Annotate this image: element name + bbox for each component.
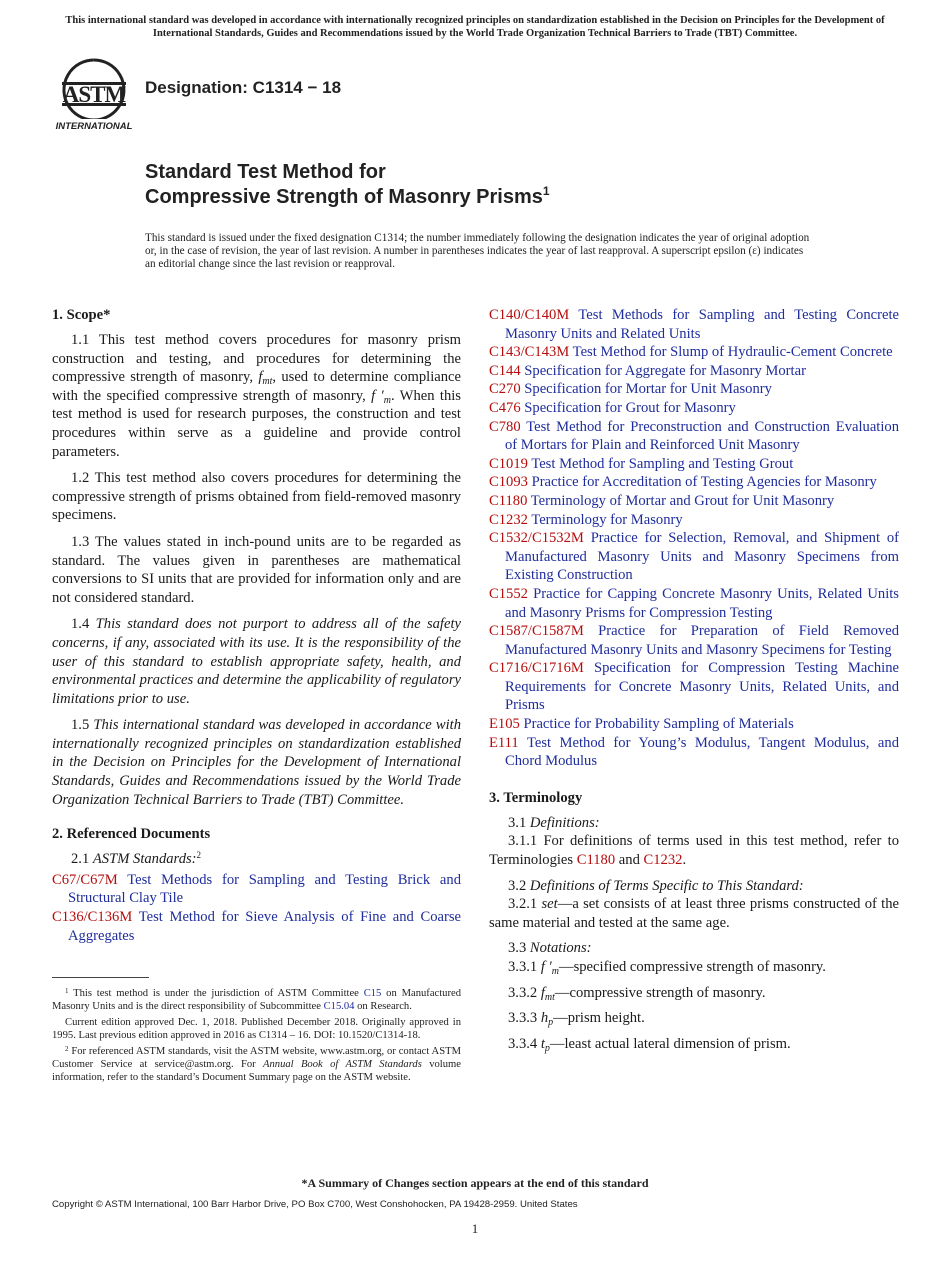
ref-item[interactable]: C1532/C1532M Practice for Selection, Removal, and Shipment of Manufactured Masonry Units and Masonry Specimens from Existing Construction	[489, 530, 899, 584]
notation-3-3-3: 3.3.3 $h_p—prism$ height.	[508, 1010, 645, 1029]
footnote-1: $^1$ This test method is under the jurisdiction of ASTM Committee C15 on Manufactured Masonry Units and is the direct responsibility of Subcommittee C15.04 on Research.	[52, 987, 461, 1012]
footnote-1-edition: Current edition approved Dec. 1, 2018. Published December 2018. Originally approved in 1995. Last previous edition approved in 2016 as C1314 – 16. DOI: 10.1520/C1314-18.	[52, 1017, 461, 1041]
link-c15-04[interactable]: C15.04	[323, 1001, 355, 1012]
scope-1-4: 1.4 This standard does not purport to address all of the safety concerns, if any, associated with its use. It is the responsibility of the user of this standard to establish appropriate safety, health, and environmental practices and determine the applicability of regulatory limitations prior to use.	[52, 616, 461, 707]
ref-item[interactable]: C1019 Test Method for Sampling and Testing Grout	[489, 455, 794, 472]
term-3-1: 3.1 Definitions:	[508, 814, 600, 831]
title-line-2-text: Compressive Strength of Masonry Prisms	[145, 186, 543, 208]
ref-item[interactable]: E105 Practice for Probability Sampling of Materials	[489, 716, 794, 733]
page-number: 1	[471, 1221, 479, 1236]
copyright: Copyright © ASTM International, 100 Barr Harbor Drive, PO Box C700, West Conshohocken, PA 19428-2959. United States	[52, 1199, 578, 1210]
title-footnote-mark: 1	[542, 184, 550, 198]
designation: Designation: C1314 − 18	[145, 78, 342, 97]
ref-item[interactable]: C143/C143M Test Method for Slump of Hydraulic-Cement Concrete	[489, 344, 893, 361]
link-c15[interactable]: C15	[363, 988, 382, 999]
scope-heading: 1. Scope*	[52, 307, 111, 323]
ref-item[interactable]: C1180 Terminology of Mortar and Grout for Unit Masonry	[489, 492, 835, 509]
title-line-2	[145, 185, 550, 210]
notation-3-3-1: 3.3.1 f $'_m—specified$ compressive strength of masonry.	[508, 959, 826, 977]
left-column	[52, 306, 461, 945]
ref-item[interactable]: C1552 Practice for Capping Concrete Masonry Units, Related Units and Masonry Prisms for Compression Testing	[489, 585, 899, 621]
title-line-1: Standard Test Method for	[145, 161, 386, 183]
ref-item[interactable]: E111 Test Method for Young’s Modulus, Tangent Modulus, and Chord Modulus	[489, 734, 899, 770]
right-column	[489, 306, 899, 1060]
scope-1-1: 1.1 This test method covers procedures for masonry prism construction and testing, and procedures for determining the compressive strength of masonry, $f_{mt}$, used to determine compliance with the specified compressive strength of masonry, f $'_m$. When this test method is used for research purposes, the construction and test procedures within serve as a guideline and provide control parameters.	[52, 332, 461, 460]
summary-of-changes-note: *A Summary of Changes section appears at the end of this standard	[301, 1176, 649, 1190]
logo-org: INTERNATIONAL	[55, 121, 133, 132]
ref-item[interactable]: C476 Specification for Grout for Masonry	[489, 399, 736, 416]
ref-item[interactable]: C1232 Terminology for Masonry	[489, 511, 683, 528]
issued-note: This standard is issued under the fixed designation C1314; the number immediately following the designation indicates the year of original adoption or, in the case of revision, the year of last revision. A number in parentheses indicates the year of last reapproval. A superscript epsilon (ε) indicates an editorial change since the last revision or reapproval.	[145, 232, 810, 270]
scope-1-2: 1.2 This test method also covers procedures for determining the compressive strength of prisms obtained from field-removed masonry specimens.	[52, 470, 461, 524]
logo-letters: ASTM	[62, 82, 126, 107]
ref-item[interactable]: C270 Specification for Mortar for Unit Masonry	[489, 381, 772, 398]
astm-logo	[52, 56, 136, 132]
notation-3-3-4: 3.3.4 $t_p—least$ actual lateral dimension of prism.	[508, 1035, 791, 1054]
term-3-3: 3.3 Notations:	[508, 940, 592, 957]
footnotes	[52, 987, 461, 1087]
scope-1-5: 1.5 This international standard was developed in accordance with internationally recognized principles on standardization established in the Decision on Principles for the Development of International Standards, Guides and Recommendations issued by the World Trade Organization Technical Barriers to Trade (TBT) Committee.	[52, 717, 462, 808]
link-c1232[interactable]: C1232	[643, 852, 683, 869]
term-3-1-1: 3.1.1 For definitions of terms used in this test method, refer to Terminologies C1180 and C1232.	[489, 833, 899, 869]
footnote-divider	[52, 977, 149, 978]
ref-item[interactable]: C140/C140M Test Methods for Sampling and Testing Concrete Masonry Units and Related Units	[489, 307, 899, 342]
term-3-2-1: 3.2.1 set—a set consists of at least three prisms constructed of the same material and tested at the same age.	[489, 896, 899, 931]
referenced-heading: 2. Referenced Documents	[52, 826, 211, 843]
ref-item[interactable]: C136/C136M Test Method for Sieve Analysis of Fine and Coarse Aggregates	[52, 909, 461, 944]
ref-item[interactable]: C1716/C1716M Specification for Compression Testing Machine Requirements for Concrete Masonry Units, Related Units, and Prisms	[489, 660, 899, 714]
term-3-2: 3.2 Definitions of Terms Specific to This Standard:	[508, 877, 804, 894]
ref-item[interactable]: C144 Specification for Aggregate for Masonry Mortar	[489, 362, 806, 379]
notation-3-3-2: 3.3.2 $f_{mt}—compressive$ strength of masonry.	[508, 984, 766, 1003]
ref-item[interactable]: C780 Test Method for Preconstruction and Construction Evaluation of Mortars for Plain and Reinforced Unit Masonry	[489, 418, 899, 454]
document-title	[145, 160, 550, 210]
ref-item[interactable]: C1093 Practice for Accreditation of Testing Agencies for Masonry	[489, 474, 877, 491]
link-c1180[interactable]: C1180	[576, 852, 616, 869]
wto-notice: This international standard was developed in accordance with internationally recognized principles on standardization established in the Decision on Principles for the Development of International Standards, Guides and Recommendations issued by the World Trade Organization Technical Barriers to Trade (TBT) Committee.	[65, 15, 885, 39]
ref-item[interactable]: C67/C67M Test Methods for Sampling and Testing Brick and Structural Clay Tile	[52, 871, 461, 907]
ref-item[interactable]: C1587/C1587M Practice for Preparation of Field Removed Manufactured Masonry Units and Masonry Specimens for Testing	[489, 623, 899, 658]
scope-1-3: 1.3 The values stated in inch-pound units are to be regarded as standard. The values given in parentheses are mathematical conversions to SI units that are provided for information only and are not considered standard.	[52, 533, 461, 606]
terminology-heading: 3. Terminology	[489, 789, 583, 806]
footnote-2: $^2$ For referenced ASTM standards, visit the ASTM website, www.astm.org, or contact ASTM Customer Service at service@astm.org. For Annual Book of ASTM Standards volume information, refer to the standard’s Document Summary page on the ASTM website.	[52, 1045, 461, 1083]
astm-standards-subhead: 2.1 ASTM Standards:$^2$	[71, 850, 202, 868]
